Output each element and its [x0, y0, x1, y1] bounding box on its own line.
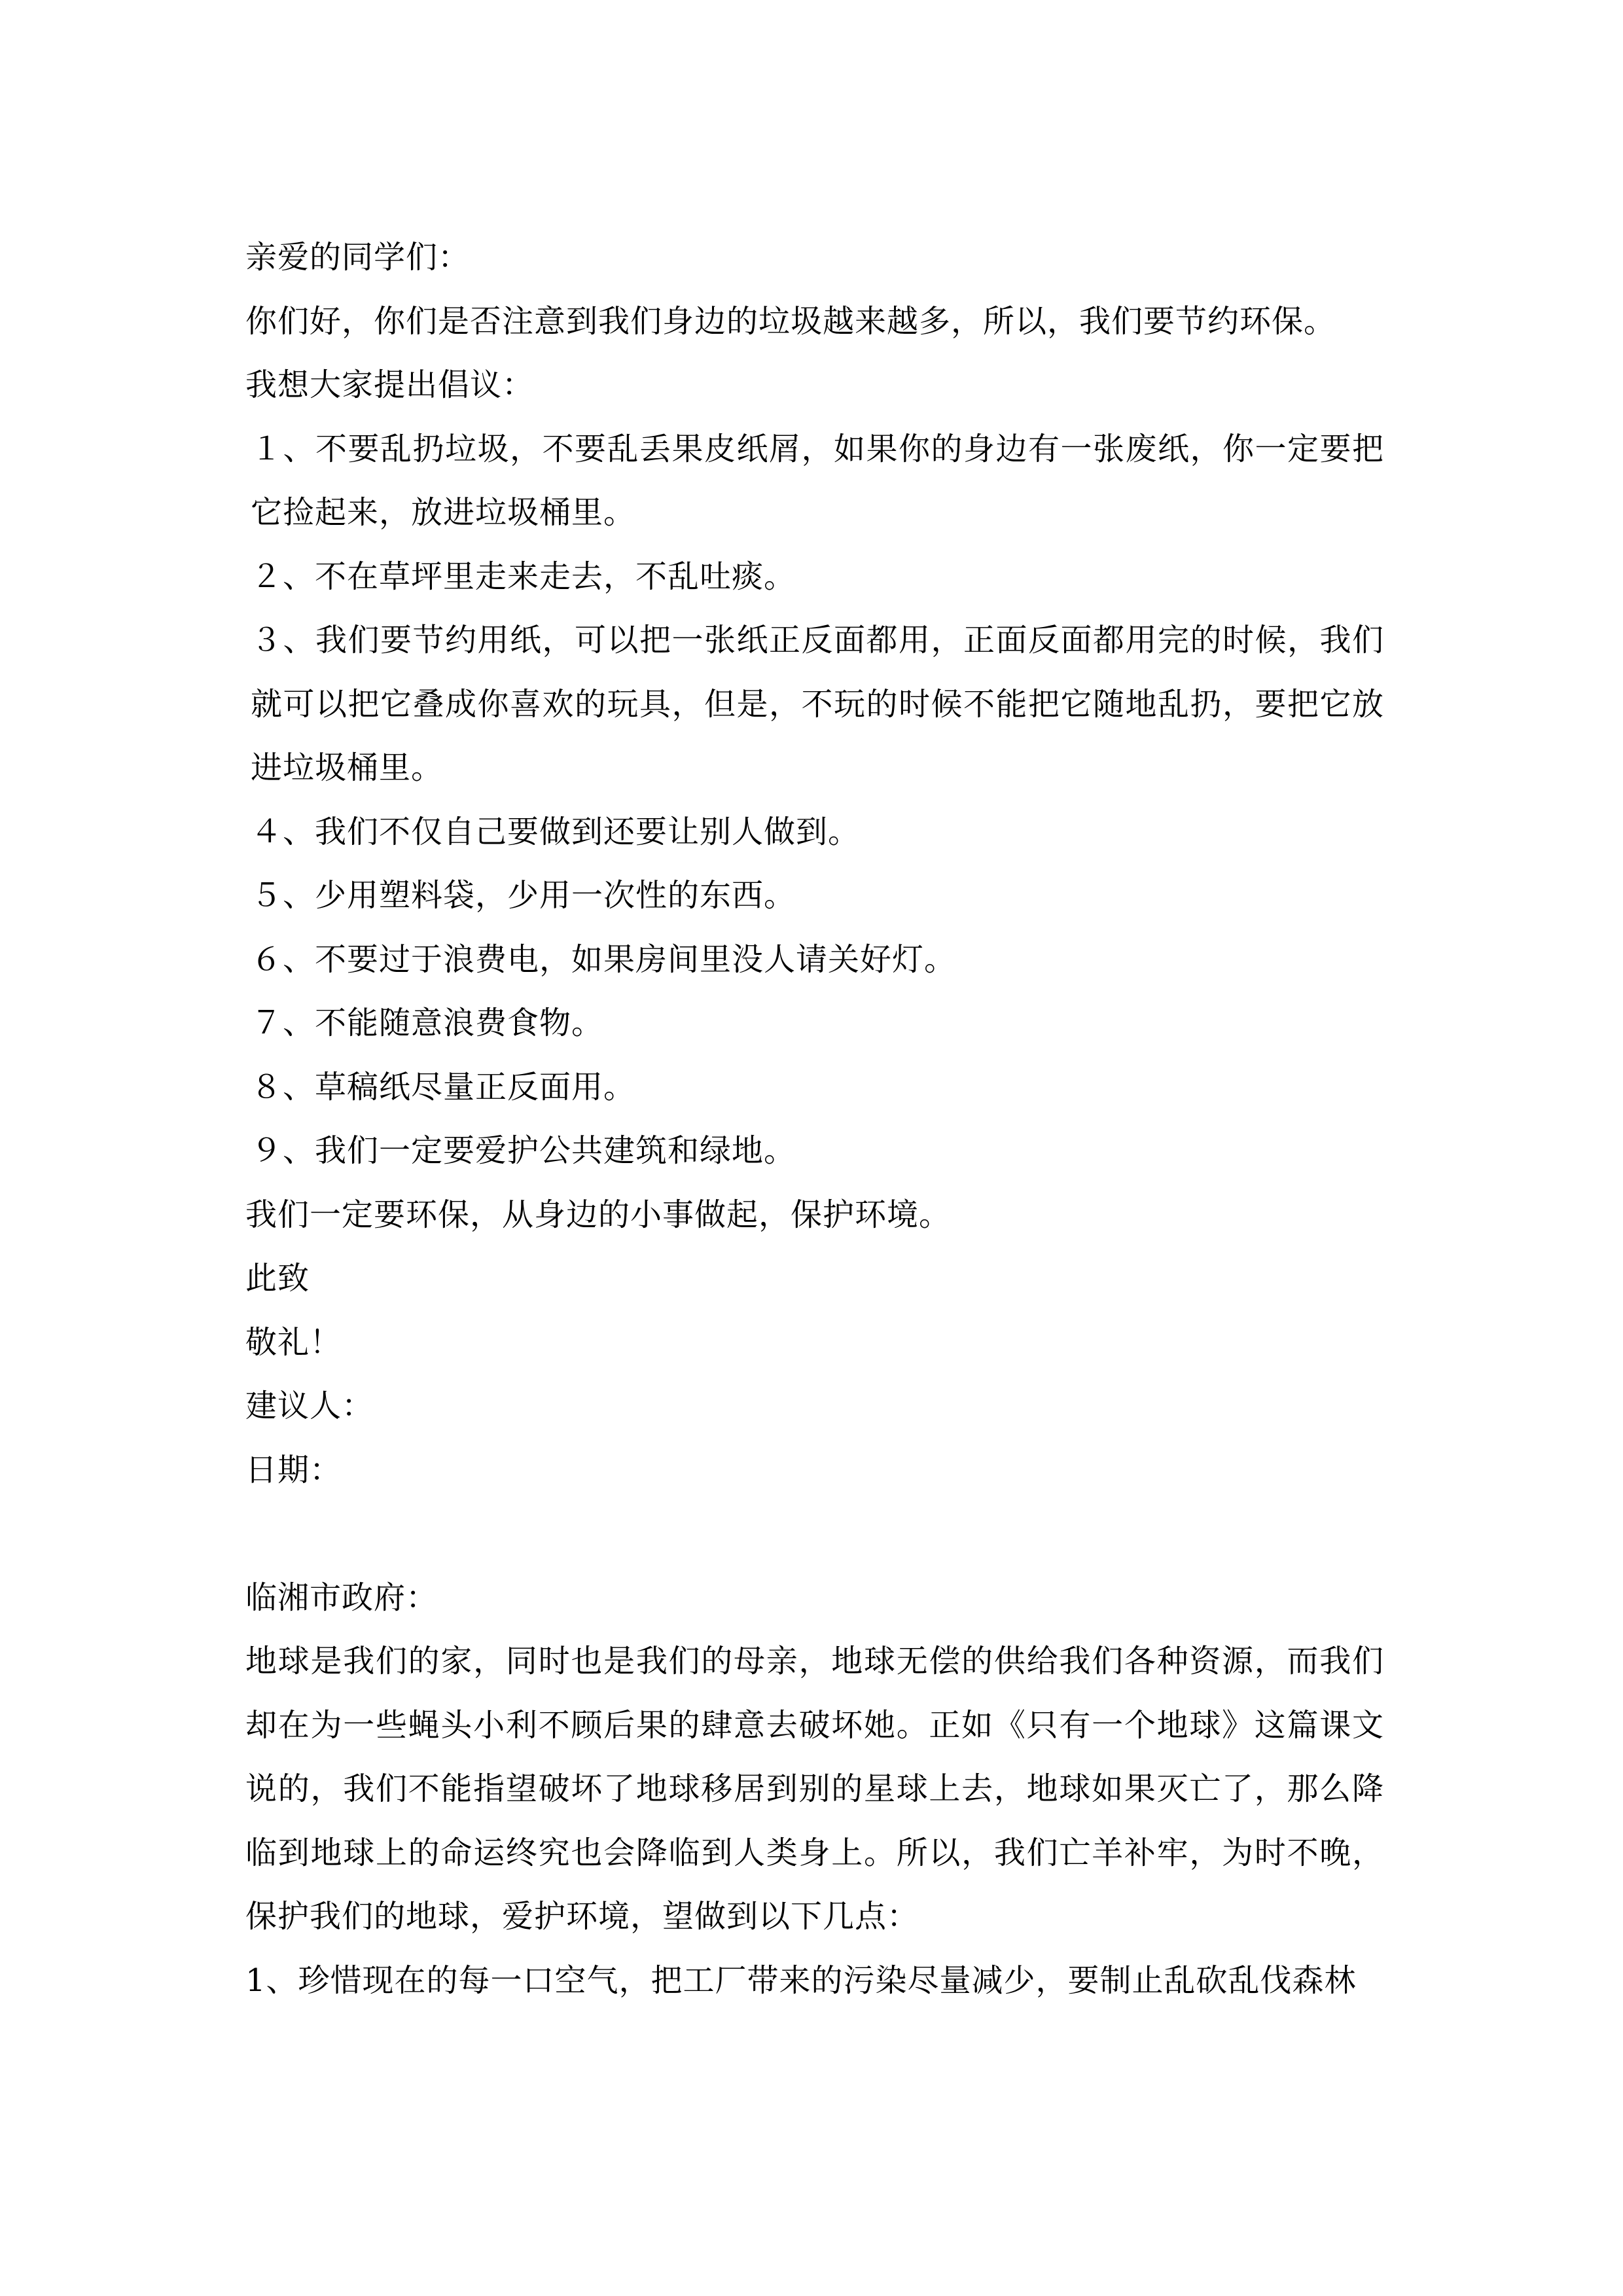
- letter2-salutation: 临湘市政府：: [245, 1579, 438, 1616]
- letter1-salutation: 亲爱的同学们：: [245, 239, 471, 276]
- proposal-item-7: ７、不能随意浪费食物。: [251, 1005, 604, 1041]
- proposal-item-8: ８、草稿纸尽量正反面用。: [251, 1068, 636, 1105]
- proposal-item-4: ４、我们不仅自己要做到还要让别人做到。: [251, 813, 861, 850]
- document-body: [245, 226, 1384, 2013]
- letter1-date: 日期：: [245, 1451, 342, 1488]
- letter2-item-1: 1、珍惜现在的每一口空气，把工厂带来的污染尽量减少，要制止乱砍乱伐森林: [245, 1962, 1357, 1999]
- letter1-closing-2: 敬礼！: [245, 1323, 342, 1361]
- proposal-item-6: ６、不要过于浪费电，如果房间里没人请关好灯。: [251, 941, 957, 978]
- proposal-item-1: １、不要乱扔垃圾，不要乱丢果皮纸屑，如果你的身边有一张废纸，你一定要把它捡起来，放进垃圾桶里。: [251, 430, 1384, 531]
- letter1-closing-1: 此致: [245, 1260, 310, 1297]
- letter1-lead: 我想大家提出倡议：: [245, 367, 535, 403]
- letter1-conclusion: 我们一定要环保，从身边的小事做起，保护环境。: [245, 1196, 952, 1233]
- proposal-item-3: ３、我们要节约用纸，可以把一张纸正反面都用，正面反面都用完的时候，我们就可以把它叠成你喜欢的玩具，但是，不玩的时候不能把它随地乱扔，要把它放进垃圾桶里。: [251, 622, 1384, 786]
- proposal-item-5: ５、少用塑料袋，少用一次性的东西。: [251, 877, 796, 914]
- proposal-item-2: ２、不在草坪里走来走去，不乱吐痰。: [251, 558, 796, 595]
- section-gap: [245, 1502, 1384, 1566]
- letter1-proposer: 建议人：: [245, 1388, 374, 1424]
- proposal-item-9: ９、我们一定要爱护公共建筑和绿地。: [251, 1132, 796, 1169]
- letter2-body: 地球是我们的家，同时也是我们的母亲，地球无偿的供给我们各种资源，而我们却在为一些蝇头小利不顾后果的肆意去破坏她。正如《只有一个地球》这篇课文说的，我们不能指望破坏了地球移居到别的星球上去，地球如果灭亡了，那么降临到地球上的命运终究也会降临到人类身上。所以，我们亡羊补牢，为时不晚，保护我们的地球，爱护环境，望做到以下几点：: [245, 1643, 1384, 1935]
- letter1-intro: 你们好，你们是否注意到我们身边的垃圾越来越多，所以，我们要节约环保。: [245, 302, 1336, 340]
